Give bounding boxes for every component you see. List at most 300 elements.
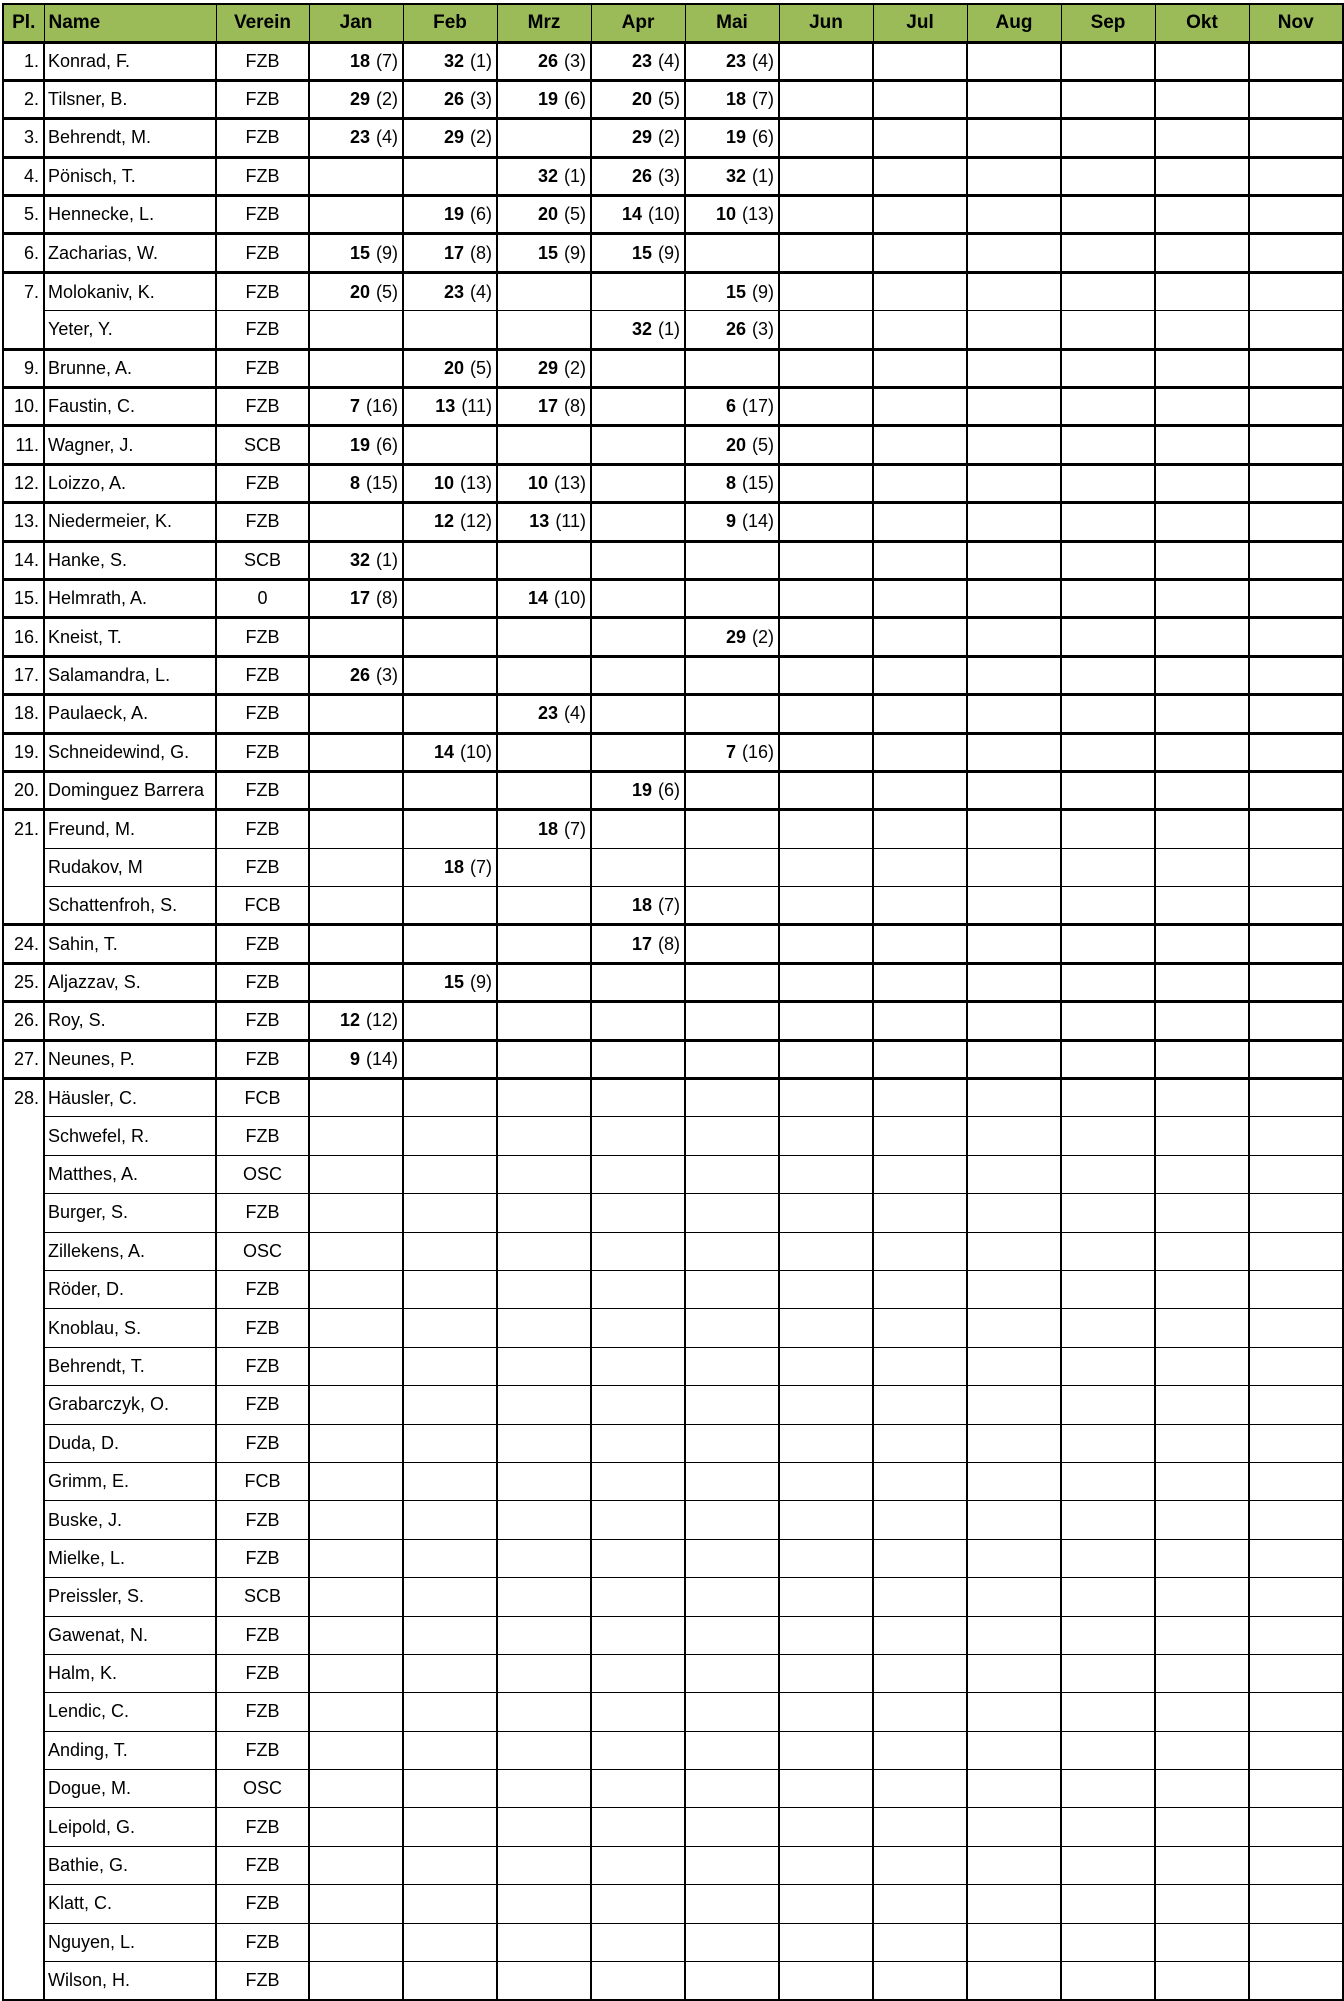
month-cell-sep: [1061, 1616, 1155, 1654]
score-entry: [404, 204, 496, 225]
month-rank-value: (1): [564, 165, 586, 186]
month-cell-nov: [1249, 1539, 1343, 1577]
club-cell: FZB: [216, 1424, 309, 1462]
month-cell-jun: [779, 1002, 873, 1040]
points-value: 18: [349, 50, 370, 71]
month-cell-okt: [1155, 925, 1249, 963]
month-cell-nov: [1249, 272, 1343, 310]
month-cell-sep: [1061, 1578, 1155, 1616]
points-value: 20: [349, 281, 370, 302]
month-cell-jul: [873, 1002, 967, 1040]
month-cell-apr: [591, 618, 685, 656]
month-cell-apr: [591, 1808, 685, 1846]
rank-cell: [3, 1155, 44, 1193]
month-cell-aug: [967, 1347, 1061, 1385]
month-cell-jun: [779, 656, 873, 694]
month-cell-mai: [685, 311, 779, 349]
month-cell-jul: [873, 1462, 967, 1500]
month-cell-apr: [591, 1770, 685, 1808]
month-cell-jul: [873, 1079, 967, 1117]
month-rank-value: (4): [658, 50, 680, 71]
month-cell-nov: [1249, 1309, 1343, 1347]
month-cell-mrz: [497, 1770, 591, 1808]
month-cell-okt: [1155, 42, 1249, 80]
table-row: [3, 1040, 1343, 1078]
player-name-cell: Faustin, C.: [44, 388, 216, 426]
column-header-name: Name: [44, 4, 216, 42]
club-cell: FZB: [216, 1616, 309, 1654]
month-rank-value: (8): [564, 396, 586, 417]
month-cell-mrz: [497, 157, 591, 195]
month-cell-aug: [967, 503, 1061, 541]
month-rank-value: (10): [553, 588, 586, 609]
score-entry: [686, 396, 778, 417]
rank-cell: [3, 1578, 44, 1616]
month-cell-jun: [779, 733, 873, 771]
month-cell-nov: [1249, 733, 1343, 771]
club-cell: FZB: [216, 1347, 309, 1385]
table-row: [3, 80, 1343, 118]
month-cell-jul: [873, 1539, 967, 1577]
player-name-cell: Molokaniv, K.: [44, 272, 216, 310]
month-cell-jun: [779, 80, 873, 118]
club-cell: FZB: [216, 80, 309, 118]
month-cell-mai: [685, 848, 779, 886]
player-name-cell: Duda, D.: [44, 1424, 216, 1462]
points-value: 29: [631, 127, 652, 148]
month-cell-mrz: [497, 1155, 591, 1193]
month-rank-value: (8): [658, 933, 680, 954]
month-cell-apr: [591, 1155, 685, 1193]
month-cell-apr: [591, 1885, 685, 1923]
player-name-cell: Aljazzav, S.: [44, 963, 216, 1001]
month-rank-value: (7): [564, 819, 586, 839]
month-cell-aug: [967, 1578, 1061, 1616]
month-cell-jun: [779, 311, 873, 349]
month-cell-feb: [403, 80, 497, 118]
month-cell-aug: [967, 1040, 1061, 1078]
month-cell-jun: [779, 1040, 873, 1078]
player-name-cell: Häusler, C.: [44, 1079, 216, 1117]
month-cell-mrz: [497, 426, 591, 464]
month-rank-value: (7): [658, 894, 680, 915]
points-value: 23: [349, 127, 370, 148]
month-cell-mrz: [497, 1501, 591, 1539]
player-name-cell: Burger, S.: [44, 1194, 216, 1232]
month-cell-sep: [1061, 1885, 1155, 1923]
score-entry: [498, 819, 590, 840]
month-cell-mai: [685, 1770, 779, 1808]
points-value: 29: [443, 127, 464, 148]
points-value: 12: [433, 511, 454, 532]
month-cell-sep: [1061, 1501, 1155, 1539]
rank-cell: [3, 1271, 44, 1309]
month-cell-jun: [779, 1808, 873, 1846]
month-cell-jun: [779, 1885, 873, 1923]
points-value: 18: [537, 819, 558, 839]
points-value: 10: [715, 204, 736, 225]
table-row: [3, 579, 1343, 617]
month-cell-feb: [403, 42, 497, 80]
month-cell-jun: [779, 349, 873, 387]
rank-cell: 19.: [3, 733, 44, 771]
rank-cell: 28.: [3, 1079, 44, 1117]
score-entry: [498, 511, 590, 532]
month-cell-jul: [873, 80, 967, 118]
month-cell-sep: [1061, 1117, 1155, 1155]
month-cell-sep: [1061, 1386, 1155, 1424]
table-row: [3, 1462, 1343, 1500]
month-cell-okt: [1155, 771, 1249, 809]
player-name-cell: Schattenfroh, S.: [44, 887, 216, 925]
month-rank-value: (4): [470, 281, 492, 302]
rank-cell: [3, 1654, 44, 1692]
month-cell-okt: [1155, 1079, 1249, 1117]
month-cell-aug: [967, 1885, 1061, 1923]
month-cell-jun: [779, 272, 873, 310]
month-cell-sep: [1061, 1347, 1155, 1385]
score-entry: [404, 742, 496, 763]
club-cell: FZB: [216, 157, 309, 195]
month-cell-jul: [873, 925, 967, 963]
club-cell: FZB: [216, 1885, 309, 1923]
month-rank-value: (6): [658, 780, 680, 801]
month-cell-jul: [873, 1155, 967, 1193]
club-cell: OSC: [216, 1770, 309, 1808]
month-cell-jun: [779, 1846, 873, 1884]
score-entry: [498, 588, 590, 609]
month-cell-mai: [685, 196, 779, 234]
month-cell-jan: [309, 1539, 403, 1577]
month-cell-okt: [1155, 272, 1249, 310]
player-name-cell: Loizzo, A.: [44, 464, 216, 502]
month-cell-jul: [873, 1770, 967, 1808]
month-rank-value: (3): [564, 50, 586, 71]
rank-cell: [3, 1309, 44, 1347]
month-cell-mai: [685, 349, 779, 387]
month-cell-apr: [591, 1424, 685, 1462]
month-cell-jun: [779, 426, 873, 464]
table-row: [3, 1117, 1343, 1155]
rank-cell: [3, 1962, 44, 2000]
month-cell-mai: [685, 1578, 779, 1616]
club-cell: FZB: [216, 848, 309, 886]
player-name-cell: Zacharias, W.: [44, 234, 216, 272]
month-cell-feb: [403, 1079, 497, 1117]
month-cell-mai: [685, 579, 779, 617]
month-cell-apr: [591, 541, 685, 579]
score-entry: [404, 127, 496, 148]
month-cell-jan: [309, 1962, 403, 2000]
table-row: [3, 1654, 1343, 1692]
points-value: 9: [725, 511, 736, 532]
month-cell-jun: [779, 1117, 873, 1155]
month-cell-mai: [685, 1386, 779, 1424]
month-rank-value: (9): [376, 242, 398, 263]
player-name-cell: Schwefel, R.: [44, 1117, 216, 1155]
month-cell-feb: [403, 848, 497, 886]
table-row: [3, 1079, 1343, 1117]
table-row: [3, 848, 1343, 886]
month-cell-feb: [403, 1731, 497, 1769]
month-cell-feb: [403, 1923, 497, 1961]
month-cell-jan: [309, 196, 403, 234]
month-cell-feb: [403, 1194, 497, 1232]
club-cell: FZB: [216, 196, 309, 234]
month-cell-feb: [403, 1386, 497, 1424]
rank-cell: 7.: [3, 272, 44, 310]
month-cell-apr: [591, 196, 685, 234]
table-row: [3, 1309, 1343, 1347]
month-cell-mai: [685, 1040, 779, 1078]
table-row: [3, 1616, 1343, 1654]
club-cell: FZB: [216, 1693, 309, 1731]
table-row: [3, 695, 1343, 733]
month-cell-nov: [1249, 925, 1343, 963]
month-cell-mrz: [497, 1424, 591, 1462]
month-cell-mai: [685, 1271, 779, 1309]
rank-cell: [3, 1731, 44, 1769]
table-row: [3, 1271, 1343, 1309]
month-cell-mrz: [497, 925, 591, 963]
month-cell-jul: [873, 771, 967, 809]
month-cell-jul: [873, 963, 967, 1001]
month-cell-mrz: [497, 1923, 591, 1961]
month-cell-nov: [1249, 42, 1343, 80]
month-cell-sep: [1061, 272, 1155, 310]
month-rank-value: (14): [365, 1048, 398, 1069]
month-cell-jan: [309, 464, 403, 502]
month-cell-jul: [873, 388, 967, 426]
month-cell-mai: [685, 1079, 779, 1117]
month-cell-okt: [1155, 1462, 1249, 1500]
month-rank-value: (1): [658, 318, 680, 339]
month-cell-okt: [1155, 349, 1249, 387]
rank-cell: [3, 1616, 44, 1654]
points-value: 10: [433, 472, 454, 493]
month-cell-mrz: [497, 42, 591, 80]
month-cell-okt: [1155, 1309, 1249, 1347]
month-cell-nov: [1249, 1501, 1343, 1539]
month-cell-aug: [967, 963, 1061, 1001]
player-name-cell: Kneist, T.: [44, 618, 216, 656]
month-cell-sep: [1061, 1194, 1155, 1232]
month-cell-apr: [591, 1578, 685, 1616]
month-cell-mai: [685, 887, 779, 925]
month-rank-value: (12): [365, 1010, 398, 1031]
month-cell-aug: [967, 1808, 1061, 1846]
points-value: 26: [725, 318, 746, 339]
score-entry: [310, 127, 402, 148]
points-value: 29: [725, 626, 746, 647]
month-cell-jun: [779, 1309, 873, 1347]
month-cell-sep: [1061, 1462, 1155, 1500]
club-cell: FZB: [216, 388, 309, 426]
score-entry: [404, 358, 496, 379]
month-cell-okt: [1155, 503, 1249, 541]
month-cell-okt: [1155, 311, 1249, 349]
month-cell-nov: [1249, 579, 1343, 617]
month-cell-sep: [1061, 1079, 1155, 1117]
points-value: 32: [725, 165, 746, 186]
month-cell-okt: [1155, 733, 1249, 771]
month-cell-nov: [1249, 1386, 1343, 1424]
points-value: 26: [443, 89, 464, 110]
month-cell-aug: [967, 1079, 1061, 1117]
points-value: 32: [631, 318, 652, 339]
points-value: 20: [725, 434, 746, 455]
month-cell-mrz: [497, 311, 591, 349]
month-rank-value: (13): [741, 204, 774, 225]
month-cell-okt: [1155, 1923, 1249, 1961]
player-name-cell: Freund, M.: [44, 810, 216, 848]
table-row: [3, 388, 1343, 426]
table-row: [3, 1962, 1343, 2000]
month-cell-jun: [779, 464, 873, 502]
points-value: 29: [349, 89, 370, 110]
month-cell-sep: [1061, 1808, 1155, 1846]
month-cell-nov: [1249, 1808, 1343, 1846]
month-cell-mrz: [497, 1271, 591, 1309]
month-cell-sep: [1061, 771, 1155, 809]
month-cell-feb: [403, 1654, 497, 1692]
table-row: [3, 1386, 1343, 1424]
month-cell-apr: [591, 848, 685, 886]
month-cell-apr: [591, 810, 685, 848]
month-cell-feb: [403, 1578, 497, 1616]
month-cell-jan: [309, 1654, 403, 1692]
month-cell-jun: [779, 388, 873, 426]
points-value: 12: [339, 1010, 360, 1031]
month-cell-aug: [967, 579, 1061, 617]
rank-cell: 26.: [3, 1002, 44, 1040]
score-entry: [310, 473, 402, 494]
month-cell-jan: [309, 1808, 403, 1846]
month-rank-value: (8): [470, 242, 492, 263]
month-cell-sep: [1061, 925, 1155, 963]
month-cell-jan: [309, 119, 403, 157]
month-cell-nov: [1249, 1616, 1343, 1654]
month-cell-aug: [967, 541, 1061, 579]
month-cell-okt: [1155, 1501, 1249, 1539]
rank-cell: [3, 887, 44, 925]
month-rank-value: (2): [752, 626, 774, 647]
month-cell-aug: [967, 388, 1061, 426]
month-cell-jan: [309, 810, 403, 848]
month-cell-sep: [1061, 349, 1155, 387]
month-cell-nov: [1249, 426, 1343, 464]
score-entry: [592, 895, 684, 916]
month-cell-mai: [685, 1539, 779, 1577]
month-cell-apr: [591, 1923, 685, 1961]
month-cell-aug: [967, 887, 1061, 925]
ranking-table-wrapper: [2, 3, 1344, 2001]
month-cell-feb: [403, 1155, 497, 1193]
month-cell-jan: [309, 541, 403, 579]
score-entry: [404, 972, 496, 993]
month-cell-mai: [685, 42, 779, 80]
month-cell-okt: [1155, 388, 1249, 426]
score-entry: [686, 282, 778, 303]
player-name-cell: Gawenat, N.: [44, 1616, 216, 1654]
month-cell-nov: [1249, 1654, 1343, 1692]
player-name-cell: Hanke, S.: [44, 541, 216, 579]
club-cell: FZB: [216, 1309, 309, 1347]
month-cell-jun: [779, 1731, 873, 1769]
month-cell-nov: [1249, 503, 1343, 541]
month-cell-feb: [403, 119, 497, 157]
month-cell-feb: [403, 1808, 497, 1846]
month-cell-jul: [873, 1923, 967, 1961]
club-cell: FZB: [216, 963, 309, 1001]
club-cell: FZB: [216, 1040, 309, 1078]
points-value: 26: [631, 165, 652, 186]
month-cell-apr: [591, 464, 685, 502]
points-value: 17: [349, 588, 370, 609]
month-cell-nov: [1249, 119, 1343, 157]
month-cell-jul: [873, 1654, 967, 1692]
month-cell-aug: [967, 1501, 1061, 1539]
score-entry: [404, 243, 496, 264]
month-cell-jun: [779, 503, 873, 541]
month-cell-okt: [1155, 1040, 1249, 1078]
table-row: [3, 1539, 1343, 1577]
month-cell-aug: [967, 1424, 1061, 1462]
month-cell-sep: [1061, 80, 1155, 118]
score-entry: [310, 550, 402, 571]
month-cell-apr: [591, 1501, 685, 1539]
rank-cell: [3, 1770, 44, 1808]
month-cell-jun: [779, 541, 873, 579]
score-entry: [686, 511, 778, 532]
rank-cell: [3, 1846, 44, 1884]
month-cell-sep: [1061, 579, 1155, 617]
month-cell-nov: [1249, 848, 1343, 886]
month-cell-nov: [1249, 1846, 1343, 1884]
club-cell: FZB: [216, 1539, 309, 1577]
month-cell-aug: [967, 1654, 1061, 1692]
points-value: 17: [631, 933, 652, 954]
column-header-apr: Apr: [591, 4, 685, 42]
month-cell-jan: [309, 42, 403, 80]
month-cell-aug: [967, 1309, 1061, 1347]
month-cell-jun: [779, 1962, 873, 2000]
month-cell-jul: [873, 1386, 967, 1424]
month-cell-feb: [403, 925, 497, 963]
player-name-cell: Pönisch, T.: [44, 157, 216, 195]
month-cell-jul: [873, 1232, 967, 1270]
month-cell-jul: [873, 1117, 967, 1155]
month-cell-okt: [1155, 887, 1249, 925]
month-cell-aug: [967, 311, 1061, 349]
month-cell-nov: [1249, 1462, 1343, 1500]
month-rank-value: (6): [752, 127, 774, 148]
player-name-cell: Knoblau, S.: [44, 1309, 216, 1347]
month-rank-value: (9): [658, 242, 680, 263]
month-cell-jun: [779, 1501, 873, 1539]
points-value: 26: [537, 50, 558, 71]
month-cell-apr: [591, 1002, 685, 1040]
rank-cell: 5.: [3, 196, 44, 234]
month-cell-jul: [873, 157, 967, 195]
month-cell-sep: [1061, 119, 1155, 157]
month-rank-value: (1): [752, 165, 774, 186]
month-cell-jul: [873, 1693, 967, 1731]
month-cell-nov: [1249, 1232, 1343, 1270]
month-cell-jan: [309, 272, 403, 310]
month-cell-aug: [967, 1232, 1061, 1270]
player-name-cell: Brunne, A.: [44, 349, 216, 387]
